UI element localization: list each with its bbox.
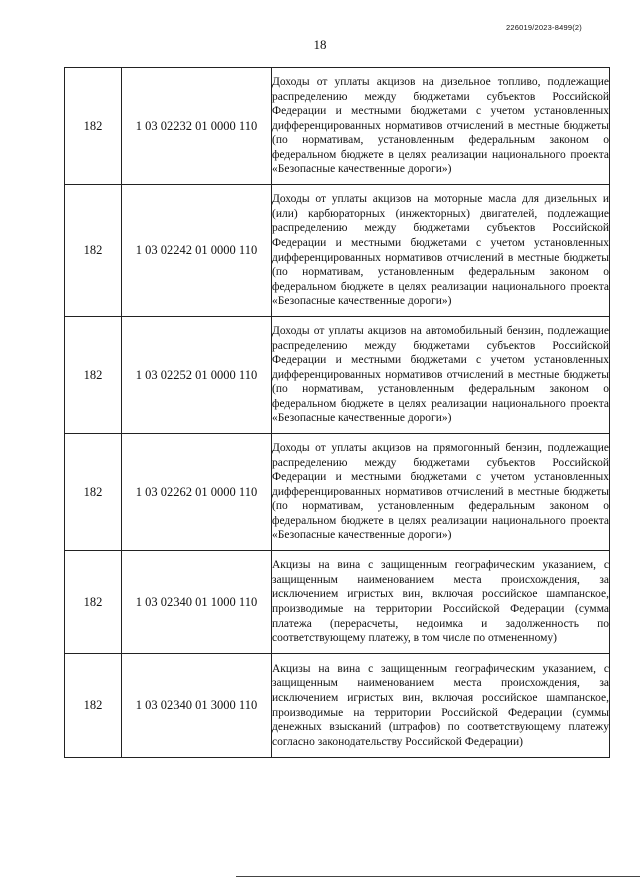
admin-code-cell: 182 (65, 317, 122, 434)
kbk-code-cell: 1 03 02252 01 0000 110 (122, 317, 272, 434)
admin-code-cell: 182 (65, 185, 122, 317)
description-cell: Доходы от уплаты акцизов на автомобильный бензин, подлежащие распределению между бюджетами субъектов Российской Федерации и местными бюджетами с учетом установленных дифференцированных нормативов отчислений в местные бюджеты (по нормативам, установленным федеральным законом о федеральном бюджете в целях реализации национального проекта «Безопасные качественные дороги») (272, 317, 610, 434)
budget-codes-table (64, 67, 610, 758)
table-row (65, 68, 610, 185)
table-body (65, 68, 610, 758)
page-number: 18 (313, 37, 327, 52)
description-cell: Доходы от уплаты акцизов на моторные масла для дизельных и (или) карбюраторных (инжекторных) двигателей, подлежащие распределению между бюджетами субъектов Российской Федерации и местными бюджетами с учетом установленных дифференцированных нормативов отчислений в местные бюджеты (по нормативам, установленным федеральным законом о федеральном бюджете в целях реализации национального проекта «Безопасные качественные дороги») (272, 185, 610, 317)
admin-code-cell: 182 (65, 654, 122, 758)
description-cell: Доходы от уплаты акцизов на прямогонный бензин, подлежащие распределению между бюджетами субъектов Российской Федерации и местными бюджетами с учетом установленных дифференцированных нормативов отчислений в местные бюджеты (по нормативам, установленным федеральным законом о федеральном бюджете в целях реализации национального проекта «Безопасные качественные дороги») (272, 434, 610, 551)
kbk-code-cell: 1 03 02340 01 3000 110 (122, 654, 272, 758)
admin-code-cell: 182 (65, 68, 122, 185)
kbk-code-cell: 1 03 02262 01 0000 110 (122, 434, 272, 551)
table-row (65, 185, 610, 317)
kbk-code-cell: 1 03 02232 01 0000 110 (122, 68, 272, 185)
table-row (65, 317, 610, 434)
admin-code-cell: 182 (65, 434, 122, 551)
admin-code-cell: 182 (65, 551, 122, 654)
description-cell: Доходы от уплаты акцизов на дизельное топливо, подлежащие распределению между бюджетами субъектов Российской Федерации и местными бюджетами с учетом установленных дифференцированных нормативов отчислений в местные бюджеты (по нормативам, установленным федеральным законом о федеральном бюджете в целях реализации национального проекта «Безопасные качественные дороги») (272, 68, 610, 185)
kbk-code-cell: 1 03 02340 01 1000 110 (122, 551, 272, 654)
description-cell: Акцизы на вина с защищенным географическим указанием, с защищенным наименованием места происхождения, за исключением игристых вин, включая российское шампанское, производимые на территории Российской Федерации (суммы денежных взысканий (штрафов) по соответствующему платежу согласно законодательству Российской Федерации) (272, 654, 610, 758)
table-row (65, 434, 610, 551)
kbk-code-cell: 1 03 02242 01 0000 110 (122, 185, 272, 317)
page-bottom-rule (236, 876, 640, 877)
table-row (65, 654, 610, 758)
table-row (65, 551, 610, 654)
description-cell: Акцизы на вина с защищенным географическим указанием, с защищенным наименованием места происхождения, за исключением игристых вин, включая российское шампанское, производимые на территории Российской Федерации (сумма платежа (перерасчеты, недоимка и задолженность по соответствующему платежу, в том числе по отмененному) (272, 551, 610, 654)
document-id: 226019/2023-8499(2) (506, 23, 582, 32)
